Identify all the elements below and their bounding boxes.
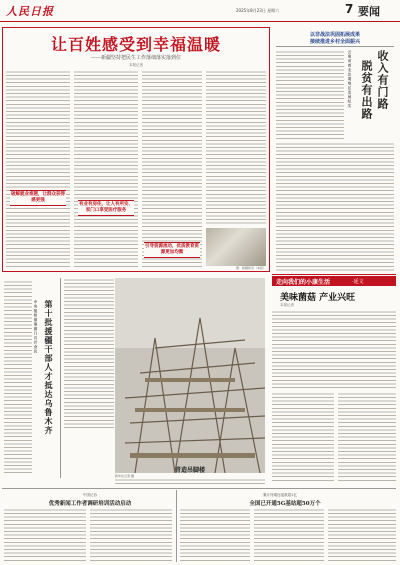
lead-headline[interactable]: 让百姓感受到幸福温暖 (50, 35, 221, 54)
divider (176, 490, 177, 562)
bottom-story-text (328, 508, 396, 562)
lead-photo-credit: 图：新疆和田（本报） (235, 266, 266, 270)
bottom-story-text (254, 508, 324, 562)
photo-caption: 青造吊脚楼 (174, 467, 205, 474)
page-number: 7 (345, 2, 354, 16)
right-caption: 云南省西北边境地区发展纪实 (348, 50, 352, 109)
right-text (276, 142, 394, 272)
divider (276, 46, 394, 47)
right-text (276, 50, 344, 140)
pullquote: 有业有房住，让人有所安、家门口享受医疗服务 (78, 200, 134, 216)
campaign-banner-suffix: ·延文 (352, 279, 364, 285)
right-kicker: 以非战法巩固拓展成果 (309, 32, 360, 38)
bottom-story-headline[interactable]: 优秀新闻工作者调研培训活动启动 (48, 501, 132, 507)
right-vertical-title[interactable]: 脱贫有出路 (360, 60, 373, 120)
masthead (0, 0, 400, 22)
section-name: 要闻 (358, 5, 380, 18)
bottom-story-kicker: 累计终端连接数超1亿 (263, 493, 297, 497)
lead-photo (206, 228, 266, 266)
photo-credit: 新华社记者 摄 (115, 474, 134, 478)
lead-byline: 本报记者 (129, 63, 143, 67)
lead-text-column (74, 70, 138, 268)
bottom-story-kicker: 中国记协 (83, 493, 97, 497)
bottom-story-text (90, 508, 172, 562)
right-kicker: 接续推进乡村全面振兴 (309, 39, 360, 45)
left-text (64, 278, 114, 428)
lead-text-column (6, 70, 70, 268)
pullquote: 引导资源流动，优质教育资源更加均衡 (144, 242, 200, 258)
newspaper-logo: 人民日报 (6, 5, 54, 18)
right-vertical-title[interactable]: 收入有门路 (376, 50, 389, 110)
pullquote: 破解就业难题，让群众获得感更强 (10, 190, 66, 206)
bottom-story-headline[interactable]: 全国已开通5G基站超50万个 (249, 501, 321, 507)
lead-text-column (142, 70, 202, 268)
issue-date: 2025年8月23日 星期六 (236, 8, 280, 13)
campaign-text (272, 392, 334, 482)
campaign-text (338, 392, 396, 482)
divider (2, 488, 396, 489)
campaign-banner-text: 走向我们的小康生活 (276, 279, 331, 286)
divider (272, 274, 396, 275)
main-photo (115, 278, 265, 473)
bottom-story-text (4, 508, 86, 562)
bottom-story-text (180, 508, 250, 562)
left-vertical-subtitle: 中央组织部等部门召开会议 (34, 300, 38, 354)
campaign-byline: 本报记者 (280, 303, 294, 307)
lead-text-column (206, 70, 266, 225)
photo-caption-text (115, 478, 265, 486)
campaign-text (272, 310, 396, 390)
left-text (4, 280, 32, 475)
left-vertical-title[interactable]: 第十批援疆干部人才抵达乌鲁木齐 (44, 300, 54, 435)
campaign-headline[interactable]: 美味菌菇 产业兴旺 (280, 293, 356, 303)
divider (60, 278, 61, 478)
lead-subhead: ——新疆坚持把民生工作落细落实落到位 (90, 55, 181, 61)
